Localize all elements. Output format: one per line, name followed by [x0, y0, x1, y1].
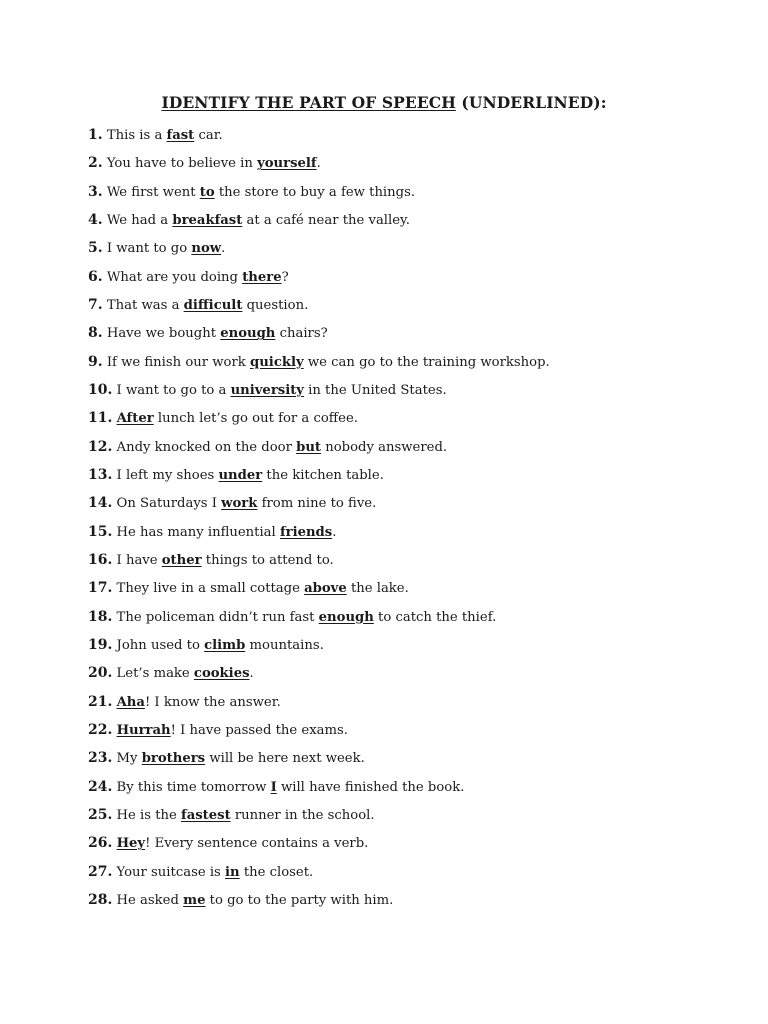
question-number: 7.	[88, 296, 103, 313]
target-word: fastest	[181, 807, 231, 823]
target-word: me	[183, 892, 206, 908]
page-title	[0, 93, 768, 112]
sentence-text-before: Your suitcase is	[112, 864, 226, 880]
target-word: work	[221, 496, 258, 512]
target-word: in	[225, 864, 240, 880]
question-item	[88, 693, 550, 721]
question-item	[88, 154, 550, 182]
target-word: After	[116, 411, 154, 427]
sentence-text-after: to catch the thief.	[373, 609, 497, 625]
question-item	[88, 863, 550, 891]
sentence-text-after: ?	[281, 269, 289, 285]
sentence-text-after: we can go to the training workshop.	[303, 354, 550, 370]
question-item	[88, 324, 550, 352]
sentence-text-before: You have to believe in	[102, 156, 258, 172]
target-word: now	[191, 241, 222, 257]
sentence-text-after: nobody answered.	[321, 439, 448, 455]
sentence-text-after: .	[316, 156, 321, 172]
sentence-text-before: What are you doing	[102, 269, 243, 285]
target-word: yourself	[257, 156, 317, 172]
question-number: 16.	[88, 551, 113, 568]
question-number: 10.	[88, 381, 113, 398]
question-number: 8.	[88, 325, 103, 342]
sentence-text-before: Let’s make	[112, 666, 194, 682]
question-list	[88, 126, 550, 919]
sentence-text-after: from nine to five.	[257, 496, 377, 512]
target-word: Hey	[116, 836, 146, 852]
target-word: university	[230, 382, 304, 398]
sentence-text-after: question.	[242, 297, 309, 313]
question-item	[88, 466, 550, 494]
question-item	[88, 806, 550, 834]
question-number: 9.	[88, 353, 103, 370]
sentence-text-after: to go to the party with him.	[205, 892, 394, 908]
sentence-text-before: He is the	[112, 807, 182, 823]
question-item	[88, 268, 550, 296]
question-number: 25.	[88, 806, 113, 823]
sentence-text-after: at a café near the valley.	[242, 212, 410, 228]
sentence-text-before: We first went	[102, 184, 200, 200]
target-word: difficult	[183, 297, 243, 313]
target-word: above	[304, 581, 347, 597]
question-item	[88, 183, 550, 211]
target-word: enough	[220, 326, 276, 342]
sentence-text-after: ! I know the answer.	[144, 694, 281, 710]
question-number: 4.	[88, 211, 103, 228]
sentence-text-after: runner in the school.	[230, 807, 375, 823]
sentence-text-after: ! Every sentence contains a verb.	[145, 836, 369, 852]
sentence-text-before: Andy knocked on the door	[112, 439, 297, 455]
question-number: 24.	[88, 778, 113, 795]
sentence-text-before: He has many influential	[112, 524, 280, 540]
sentence-text-after: the lake.	[346, 581, 409, 597]
question-item	[88, 126, 550, 154]
sentence-text-after: mountains.	[245, 637, 324, 653]
question-item	[88, 579, 550, 607]
question-number: 23.	[88, 750, 113, 767]
sentence-text-before: Have we bought	[102, 326, 221, 342]
question-item	[88, 891, 550, 919]
sentence-text-after: the kitchen table.	[262, 467, 384, 483]
question-number: 19.	[88, 636, 113, 653]
sentence-text-before: They live in a small cottage	[112, 581, 305, 597]
question-item	[88, 409, 550, 437]
question-item	[88, 664, 550, 692]
sentence-text-after: will be here next week.	[205, 751, 365, 767]
sentence-text-after: lunch let’s go out for a coffee.	[153, 411, 358, 427]
question-item	[88, 239, 550, 267]
question-number: 22.	[88, 721, 113, 738]
question-item	[88, 381, 550, 409]
question-number: 6.	[88, 268, 103, 285]
sentence-text-after: chairs?	[275, 326, 328, 342]
question-number: 17.	[88, 580, 113, 597]
title-rest: (UNDERLINED):	[455, 93, 607, 112]
question-item	[88, 438, 550, 466]
question-number: 28.	[88, 891, 113, 908]
sentence-text-before: This is a	[102, 128, 167, 143]
question-number: 13.	[88, 466, 113, 483]
question-number: 12.	[88, 438, 113, 455]
target-word: I	[270, 779, 277, 795]
sentence-text-before: I left my shoes	[112, 467, 219, 483]
target-word: friends	[279, 524, 333, 540]
target-word: there	[242, 269, 282, 285]
question-number: 1.	[88, 127, 103, 143]
target-word: breakfast	[172, 212, 243, 228]
question-number: 3.	[88, 183, 103, 200]
target-word: but	[296, 439, 322, 455]
sentence-text-after: .	[249, 666, 254, 682]
target-word: to	[199, 184, 215, 200]
sentence-text-before: I have	[112, 552, 162, 568]
question-item	[88, 211, 550, 239]
question-number: 11.	[88, 410, 113, 427]
title-underlined-part: IDENTIFY THE PART OF SPEECH	[161, 93, 456, 112]
sentence-text-after: car.	[194, 128, 223, 143]
question-number: 5.	[88, 240, 103, 257]
sentence-text-before: That was a	[102, 297, 184, 313]
sentence-text-after: in the United States.	[303, 382, 447, 398]
question-item	[88, 608, 550, 636]
question-item	[88, 749, 550, 777]
question-item	[88, 551, 550, 579]
target-word: under	[218, 467, 263, 483]
target-word: Hurrah	[116, 722, 171, 738]
sentence-text-after: .	[332, 524, 337, 540]
question-item	[88, 721, 550, 749]
sentence-text-before: By this time tomorrow	[112, 779, 271, 795]
target-word: cookies	[193, 666, 250, 682]
question-number: 15.	[88, 523, 113, 540]
sentence-text-before: He asked	[112, 892, 184, 908]
sentence-text-before: We had a	[102, 212, 173, 228]
sentence-text-before: John used to	[112, 637, 205, 653]
question-item	[88, 523, 550, 551]
target-word: enough	[318, 609, 374, 625]
question-item	[88, 353, 550, 381]
question-number: 26.	[88, 835, 113, 852]
target-word: climb	[204, 637, 246, 653]
target-word: fast	[166, 128, 195, 143]
sentence-text-after: the closet.	[239, 864, 314, 880]
question-number: 27.	[88, 863, 113, 880]
sentence-text-after: the store to buy a few things.	[214, 184, 416, 200]
sentence-text-before: On Saturdays I	[112, 496, 222, 512]
target-word: brothers	[141, 751, 206, 767]
question-item	[88, 296, 550, 324]
question-number: 20.	[88, 665, 113, 682]
sentence-text-before: The policeman didn’t run fast	[112, 609, 319, 625]
sentence-text-before: My	[112, 751, 142, 767]
question-number: 21.	[88, 693, 113, 710]
question-number: 14.	[88, 495, 113, 512]
question-item	[88, 778, 550, 806]
question-number: 18.	[88, 608, 113, 625]
question-item	[88, 494, 550, 522]
sentence-text-after: ! I have passed the exams.	[170, 722, 348, 738]
sentence-text-after: .	[221, 241, 226, 257]
sentence-text-before: I want to go	[102, 241, 192, 257]
question-number: 2.	[88, 155, 103, 172]
target-word: quickly	[250, 354, 304, 370]
target-word: other	[161, 552, 202, 568]
target-word: Aha	[116, 694, 145, 710]
sentence-text-after: will have finished the book.	[276, 779, 465, 795]
question-item	[88, 636, 550, 664]
sentence-text-before: I want to go to a	[112, 382, 231, 398]
question-item	[88, 834, 550, 862]
sentence-text-before: If we finish our work	[102, 354, 250, 370]
sentence-text-after: things to attend to.	[201, 552, 334, 568]
